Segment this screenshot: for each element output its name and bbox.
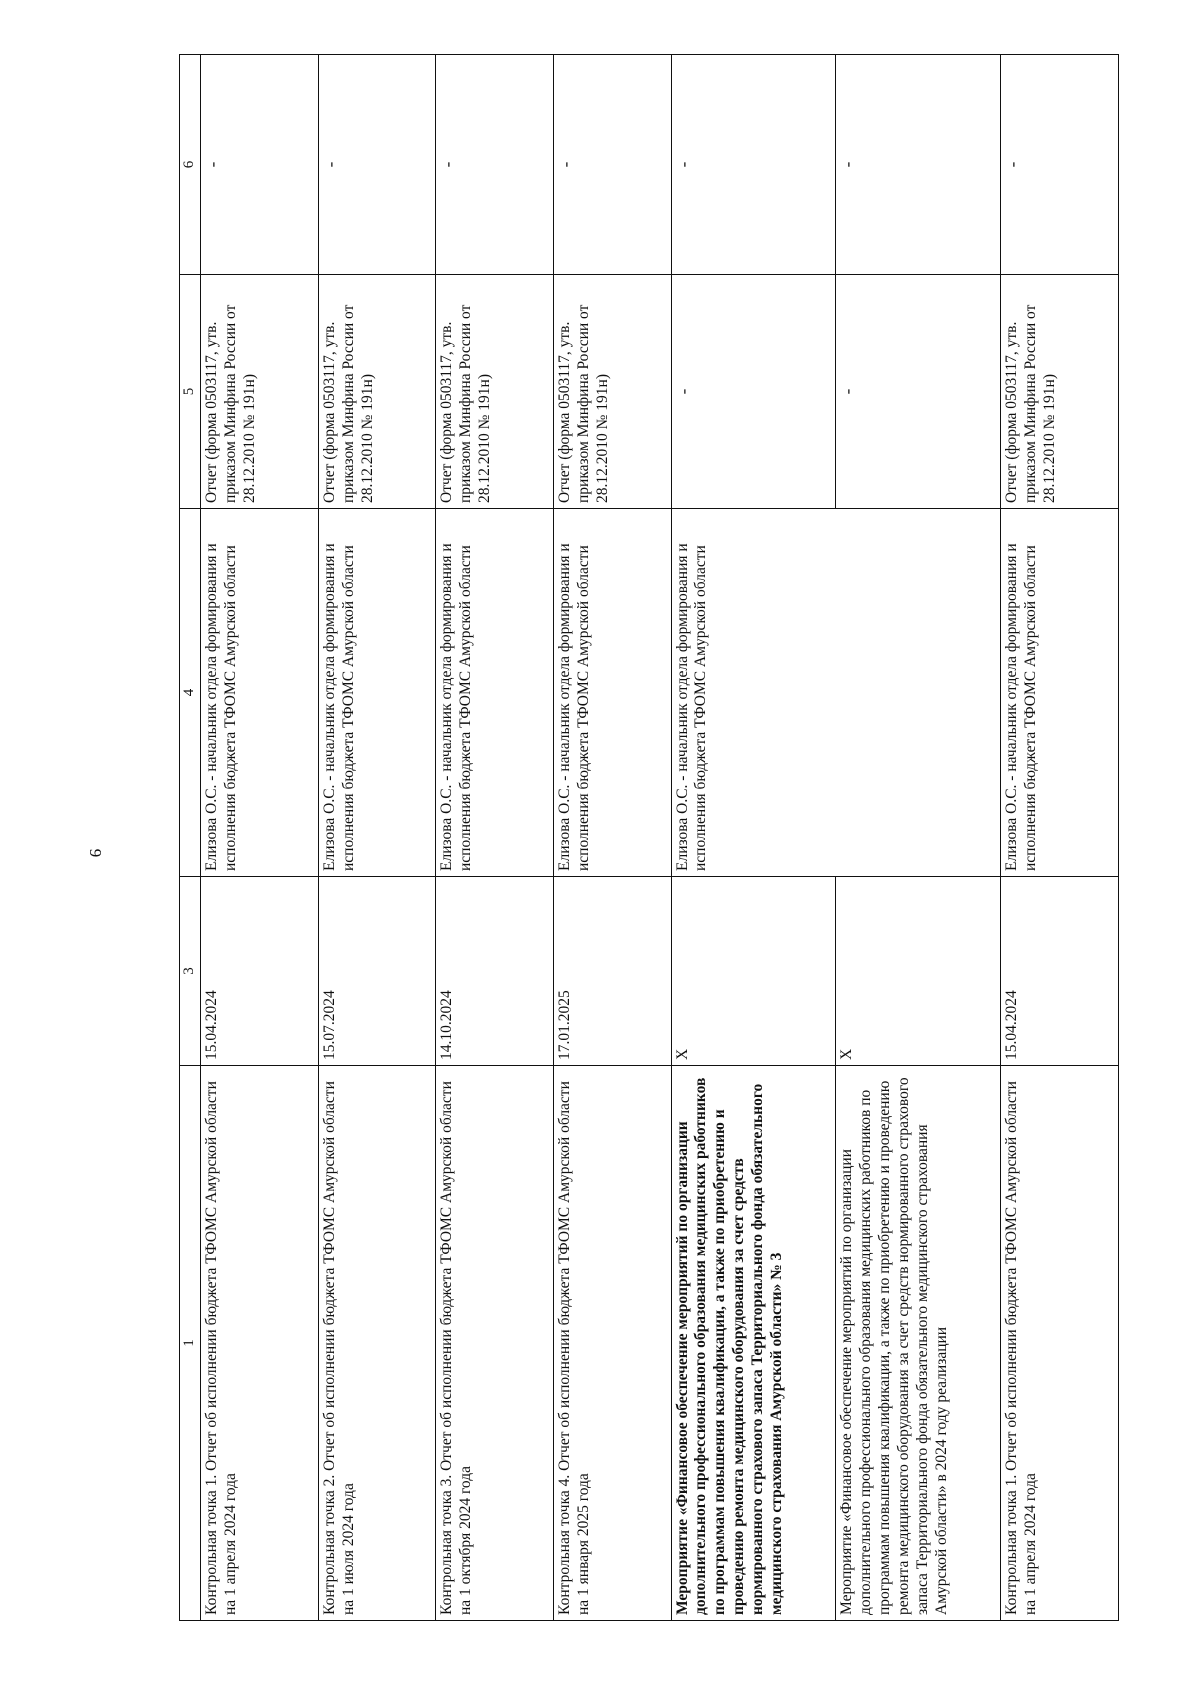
cell-measure-title: Мероприятие «Финансовое обеспечение мероприятий по организации дополнительного профессионального образования медицинских работников по программам повышения квалификации, а также по приобретению и проведению ремонта медицинского оборудования за счет средств нормированного страхового запаса Территориального фонда обязательного медицинского страхования Амурской области» в 2024 году реализации <box>836 1066 1001 1621</box>
rotated-table-container <box>179 55 1119 1621</box>
cell-date: 15.07.2024 <box>318 877 436 1066</box>
header-cell-col1: 1 <box>180 1066 201 1621</box>
cell-document: - <box>671 275 836 509</box>
header-cell-col6: 6 <box>180 55 201 275</box>
table-row <box>671 55 836 1621</box>
page-number: 9 <box>86 848 105 858</box>
cell-measure-title: Мероприятие «Финансовое обеспечение мероприятий по организации дополнительного профессионального образования медицинских работников по программам повышения квалификации, а также по приобретению и проведению ремонта медицинского оборудования за счет средств нормированного страхового запаса Территориального фонда обязательного медицинского страхования Амурской области» № 3 <box>671 1066 836 1621</box>
cell-responsible: Елизова О.С. - начальник отдела формирования и исполнения бюджета ТФОМС Амурской области <box>1001 509 1119 877</box>
cell-responsible: Елизова О.С. - начальник отдела формирования и исполнения бюджета ТФОМС Амурской области <box>201 509 319 877</box>
cell-dash: - <box>836 55 1001 275</box>
cell-document: Отчет (форма 0503117, утв. приказом Минфина России от 28.12.2010 № 191н) <box>1001 275 1119 509</box>
control-points-table <box>179 54 1119 1621</box>
cell-date: 15.04.2024 <box>1001 877 1119 1066</box>
header-cell-col5: 5 <box>180 275 201 509</box>
cell-responsible: Елизова О.С. - начальник отдела формирования и исполнения бюджета ТФОМС Амурской области <box>318 509 436 877</box>
cell-control-point-title: Контрольная точка 1. Отчет об исполнении бюджета ТФОМС Амурской области на 1 апреля 2024 года <box>1001 1066 1119 1621</box>
cell-dash: - <box>1001 55 1119 275</box>
cell-dash: - <box>201 55 319 275</box>
table-row <box>1001 55 1119 1621</box>
cell-dash: - <box>436 55 554 275</box>
table-row <box>318 55 436 1621</box>
cell-date: 15.04.2024 <box>201 877 319 1066</box>
cell-date: Х <box>671 877 836 1066</box>
cell-control-point-title: Контрольная точка 1. Отчет об исполнении бюджета ТФОМС Амурской области на 1 апреля 2024 года <box>201 1066 319 1621</box>
cell-control-point-title: Контрольная точка 3. Отчет об исполнении бюджета ТФОМС Амурской области на 1 октября 2024 года <box>436 1066 554 1621</box>
table-row <box>436 55 554 1621</box>
cell-responsible: Елизова О.С. - начальник отдела формирования и исполнения бюджета ТФОМС Амурской области <box>671 509 1001 877</box>
cell-document: Отчет (форма 0503117, утв. приказом Минфина России от 28.12.2010 № 191н) <box>318 275 436 509</box>
cell-control-point-title: Контрольная точка 2. Отчет об исполнении бюджета ТФОМС Амурской области на 1 июля 2024 года <box>318 1066 436 1621</box>
header-cell-col3: 3 <box>180 877 201 1066</box>
table-header-row <box>180 55 201 1621</box>
cell-dash: - <box>553 55 671 275</box>
cell-document: Отчет (форма 0503117, утв. приказом Минфина России от 28.12.2010 № 191н) <box>201 275 319 509</box>
header-cell-col4: 4 <box>180 509 201 877</box>
cell-date: 14.10.2024 <box>436 877 554 1066</box>
cell-control-point-title: Контрольная точка 4. Отчет об исполнении бюджета ТФОМС Амурской области на 1 января 2025 года <box>553 1066 671 1621</box>
cell-dash: - <box>318 55 436 275</box>
table-row <box>553 55 671 1621</box>
cell-document: Отчет (форма 0503117, утв. приказом Минфина России от 28.12.2010 № 191н) <box>553 275 671 509</box>
cell-date: Х <box>836 877 1001 1066</box>
cell-responsible: Елизова О.С. - начальник отдела формирования и исполнения бюджета ТФОМС Амурской области <box>553 509 671 877</box>
cell-date: 17.01.2025 <box>553 877 671 1066</box>
cell-document: - <box>836 275 1001 509</box>
cell-responsible: Елизова О.С. - начальник отдела формирования и исполнения бюджета ТФОМС Амурской области <box>436 509 554 877</box>
table-row <box>201 55 319 1621</box>
cell-document: Отчет (форма 0503117, утв. приказом Минфина России от 28.12.2010 № 191н) <box>436 275 554 509</box>
cell-dash: - <box>671 55 836 275</box>
